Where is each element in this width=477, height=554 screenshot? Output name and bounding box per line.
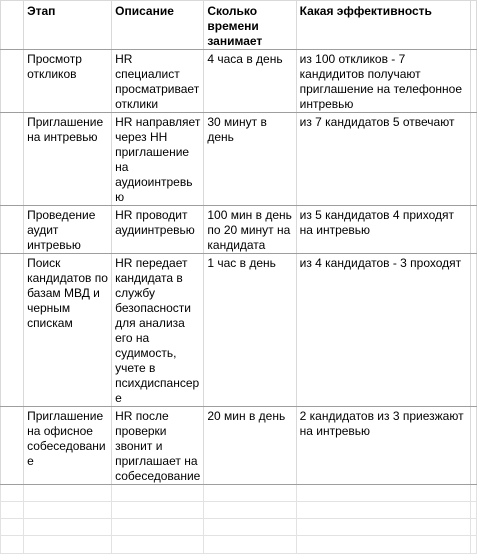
empty-cell[interactable] bbox=[470, 536, 476, 554]
empty-cell[interactable] bbox=[470, 519, 476, 536]
row-gutter-cell[interactable] bbox=[1, 113, 24, 206]
row-gutter-cell[interactable] bbox=[1, 407, 24, 485]
header-description[interactable]: Описание bbox=[112, 1, 204, 50]
table-row bbox=[1, 206, 477, 254]
spill-cell[interactable] bbox=[470, 50, 476, 113]
cell-description[interactable]: HR проводит аудиинтревью bbox=[112, 206, 204, 254]
empty-cell[interactable] bbox=[470, 485, 476, 502]
cell-description[interactable]: HR передает кандидата в службу безопасности для анализа его на судимость, учете в психдиспансере bbox=[112, 254, 204, 407]
empty-cell[interactable] bbox=[470, 502, 476, 519]
empty-row bbox=[1, 485, 477, 502]
table-row bbox=[1, 254, 477, 407]
spill-cell[interactable] bbox=[470, 1, 476, 50]
empty-cell[interactable] bbox=[1, 519, 24, 536]
empty-cell[interactable] bbox=[296, 502, 470, 519]
cell-efficiency[interactable]: 2 кандидатов из 3 приезжают на интревью bbox=[296, 407, 470, 485]
empty-cell[interactable] bbox=[296, 519, 470, 536]
empty-cell[interactable] bbox=[112, 485, 204, 502]
spill-cell[interactable] bbox=[470, 407, 476, 485]
empty-cell[interactable] bbox=[24, 502, 112, 519]
header-time[interactable]: Сколько времени занимает bbox=[204, 1, 296, 50]
empty-cell[interactable] bbox=[112, 519, 204, 536]
cell-efficiency[interactable]: из 5 кандидатов 4 приходят на интревью bbox=[296, 206, 470, 254]
empty-cell[interactable] bbox=[204, 519, 296, 536]
cell-description[interactable]: HR направляет через НН приглашение на аудиоинтревью bbox=[112, 113, 204, 206]
row-gutter-cell[interactable] bbox=[1, 50, 24, 113]
empty-cell[interactable] bbox=[112, 502, 204, 519]
table-row bbox=[1, 113, 477, 206]
cell-time[interactable]: 20 мин в день bbox=[204, 407, 296, 485]
cell-efficiency[interactable]: из 100 откликов - 7 кандидитов получают приглашение на телефонное интревью bbox=[296, 50, 470, 113]
spill-cell[interactable] bbox=[470, 254, 476, 407]
cell-stage[interactable]: Просмотр откликов bbox=[24, 50, 112, 113]
empty-cell[interactable] bbox=[24, 519, 112, 536]
cell-description[interactable]: HR специалист просматривает отклики bbox=[112, 50, 204, 113]
spill-cell[interactable] bbox=[470, 206, 476, 254]
cell-efficiency[interactable]: из 7 кандидатов 5 отвечают bbox=[296, 113, 470, 206]
empty-cell[interactable] bbox=[204, 536, 296, 554]
table-row bbox=[1, 407, 477, 485]
empty-cell[interactable] bbox=[1, 485, 24, 502]
empty-cell[interactable] bbox=[24, 485, 112, 502]
empty-cell[interactable] bbox=[204, 502, 296, 519]
empty-row bbox=[1, 519, 477, 536]
cell-time[interactable]: 100 мин в день по 20 минут на кандидата bbox=[204, 206, 296, 254]
cell-time[interactable]: 4 часа в день bbox=[204, 50, 296, 113]
empty-row bbox=[1, 502, 477, 519]
cell-time[interactable]: 30 минут в день bbox=[204, 113, 296, 206]
cell-efficiency[interactable]: из 4 кандидатов - 3 проходят bbox=[296, 254, 470, 407]
empty-cell[interactable] bbox=[296, 536, 470, 554]
empty-cell[interactable] bbox=[112, 536, 204, 554]
cell-stage[interactable]: Приглашение на офисное собеседование bbox=[24, 407, 112, 485]
cell-stage[interactable]: Проведение аудит интревью bbox=[24, 206, 112, 254]
empty-cell[interactable] bbox=[1, 536, 24, 554]
spill-cell[interactable] bbox=[470, 113, 476, 206]
empty-cell[interactable] bbox=[24, 536, 112, 554]
cell-stage[interactable]: Приглашение на интревью bbox=[24, 113, 112, 206]
header-row bbox=[1, 1, 477, 50]
empty-row bbox=[1, 536, 477, 554]
row-gutter-cell[interactable] bbox=[1, 206, 24, 254]
table-row bbox=[1, 50, 477, 113]
row-gutter-cell[interactable] bbox=[1, 254, 24, 407]
row-gutter-cell[interactable] bbox=[1, 1, 24, 50]
empty-cell[interactable] bbox=[1, 502, 24, 519]
empty-cell[interactable] bbox=[204, 485, 296, 502]
header-efficiency[interactable]: Какая эффективность bbox=[296, 1, 470, 50]
header-stage[interactable]: Этап bbox=[24, 1, 112, 50]
cell-description[interactable]: HR после проверки звонит и приглашает на собеседование bbox=[112, 407, 204, 485]
cell-stage[interactable]: Поиск кандидатов по базам МВД и черным спискам bbox=[24, 254, 112, 407]
empty-cell[interactable] bbox=[296, 485, 470, 502]
cell-time[interactable]: 1 час в день bbox=[204, 254, 296, 407]
